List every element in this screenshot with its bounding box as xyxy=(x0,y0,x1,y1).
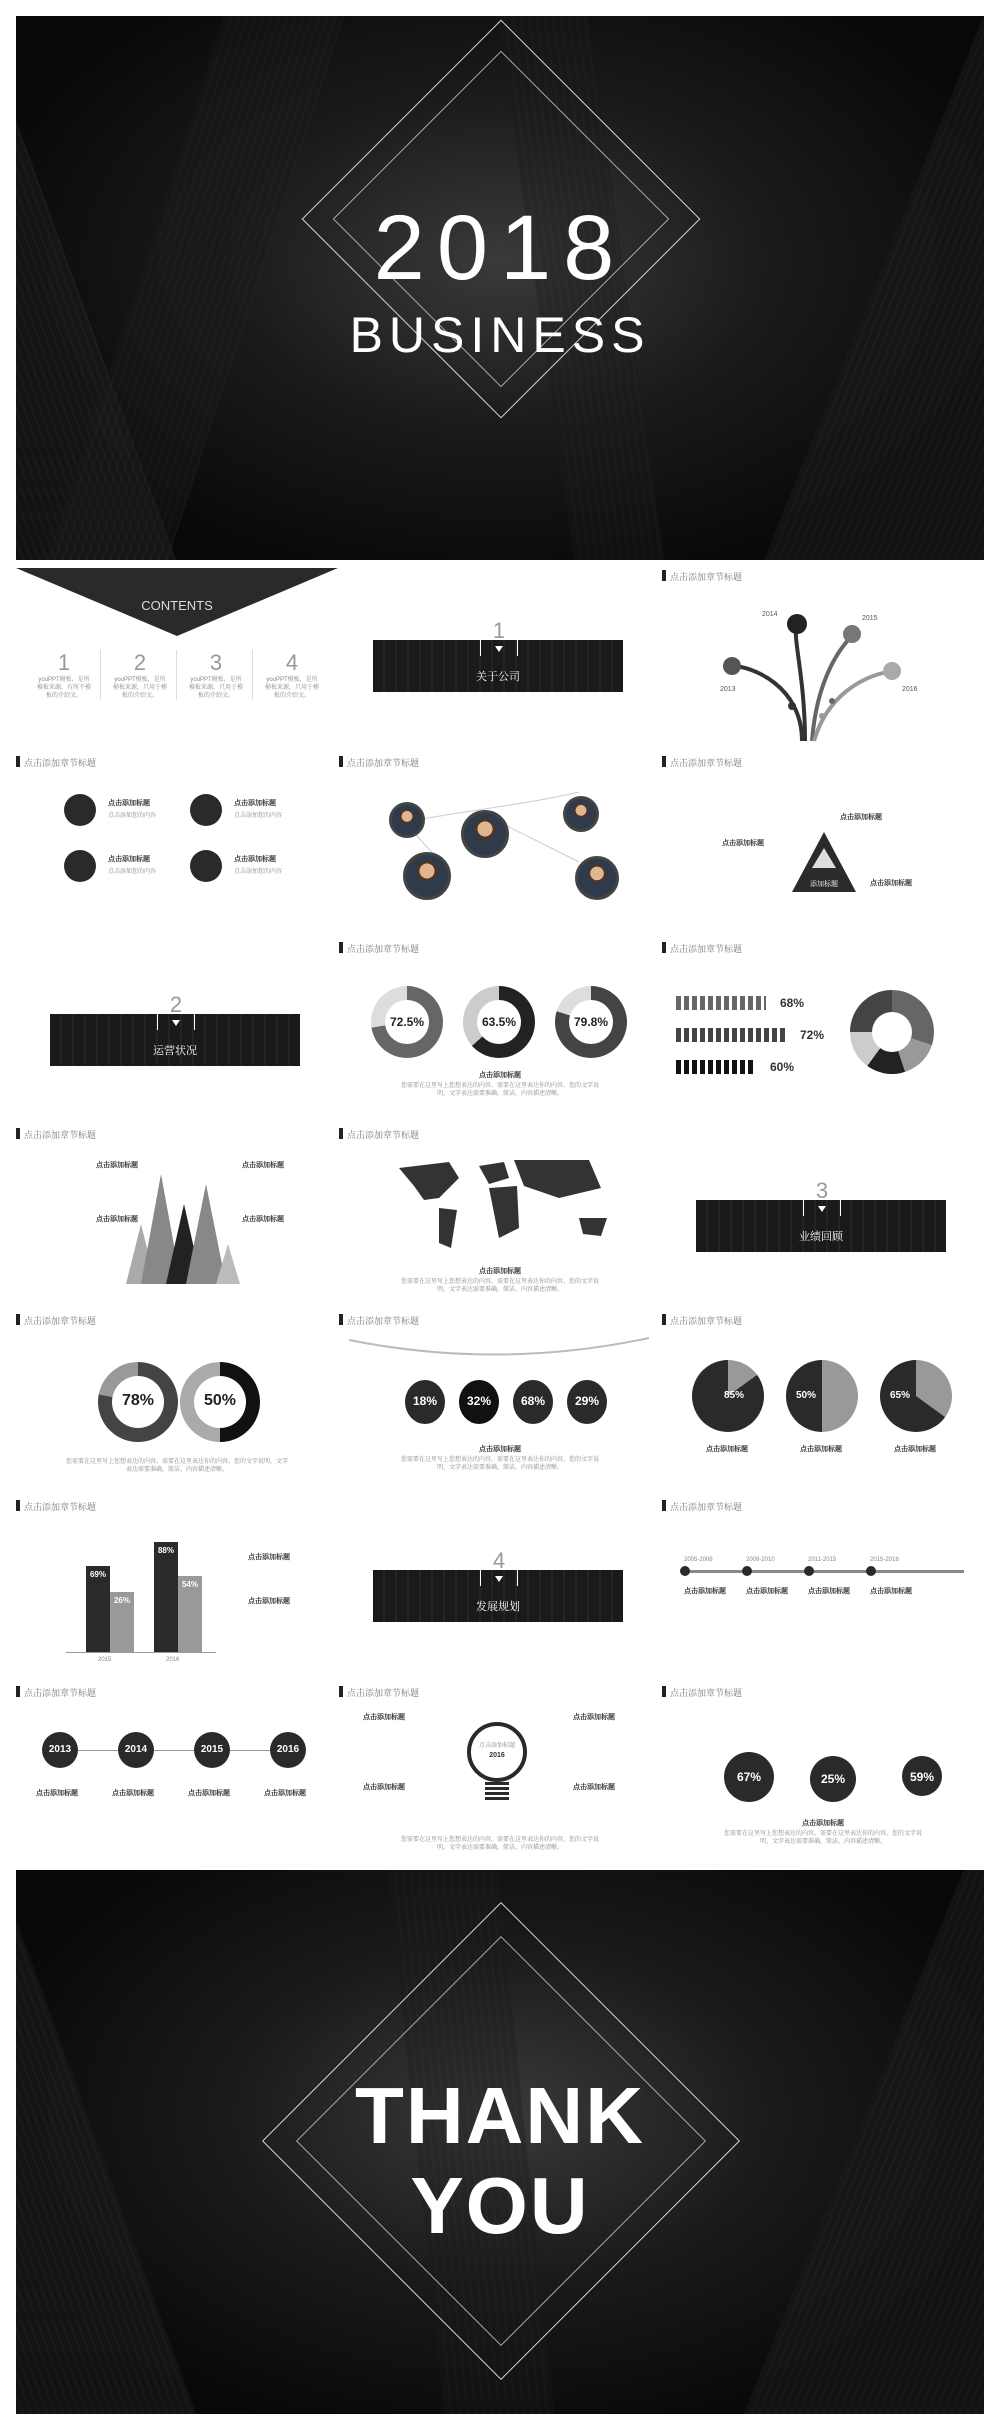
slide-section-1 xyxy=(339,566,661,746)
avatar xyxy=(563,796,599,832)
contents-item-3[interactable]: 3 youPPT模板，是所 模板来源，只用于模 板的介绍文。 xyxy=(180,650,253,700)
contents-item-2[interactable]: 2 youPPT模板，是所 模板来源，只用于模 板的介绍文。 xyxy=(104,650,177,700)
slide-rings: 点击添加章节标题 72.5% 63.5% 79.8% 点击添加标题 您需要在这里写上您想表达的内容，需要在这里表达你的内容，您的文字说明，文字表达需要准确，简洁，内容描述清晰。 xyxy=(339,938,661,1118)
people-row xyxy=(676,996,766,1010)
slide-triangle: 点击添加章节标题 添加标题 点击添加标题 点击添加标题 点击添加标题 xyxy=(662,752,984,932)
section-title: 点击添加章节标题 xyxy=(16,1500,96,1513)
section-title: 点击添加章节标题 xyxy=(662,1686,742,1699)
slide-section-2 xyxy=(16,938,338,1118)
triangle-diagram xyxy=(662,782,984,932)
section-label: 运营状况 xyxy=(153,1045,197,1057)
section-band: 1 关于公司 xyxy=(373,640,623,692)
slide-spikes: 点击添加章节标题 点击添加标题 点击添加标题 点击添加标题 点击添加标题 xyxy=(16,1124,338,1304)
people-row xyxy=(676,1060,756,1074)
avatar xyxy=(403,852,451,900)
section-label: 发展规划 xyxy=(476,1601,520,1613)
section-title: 点击添加章节标题 xyxy=(16,1128,96,1141)
section-title: 点击添加章节标题 xyxy=(662,570,742,583)
svg-text:2013: 2013 xyxy=(720,686,736,693)
slide-section-3 xyxy=(662,1124,984,1304)
slide-bars: 点击添加章节标题 69% 26% 88% 54% 2015 2016 点击添加标题 点击添加标题 xyxy=(16,1496,338,1676)
cutlery-icon xyxy=(190,794,222,826)
slide-icons: 点击添加章节标题 点击添加标题 点击添加您的内容 点击添加标题 点击添加您的内容 点击添加标题 点击添加您的内容 点击添加标题 点击添加您的内容 xyxy=(16,752,338,932)
avatar xyxy=(461,810,509,858)
slide-world-map: 点击添加章节标题 点击添加标题 您需要在这里写上您想表达的内容，需要在这里表达你的内容，您的文字说明，文字表达需要准确，简洁，内容描述清晰。 xyxy=(339,1124,661,1304)
bell-icon xyxy=(64,850,96,882)
contents-banner xyxy=(16,566,338,636)
contents-item-1[interactable]: 1 youPPT模板，是所 模板来源，有所不模 板的介绍文。 xyxy=(28,650,101,700)
section-title: 点击添加章节标题 xyxy=(662,1500,742,1513)
slide-years: 点击添加章节标题 2013 2014 2015 2016 点击添加标题 点击添加标题 点击添加标题 点击添加标题 xyxy=(16,1682,338,1862)
world-map xyxy=(339,1138,661,1268)
section-title: 点击添加章节标题 xyxy=(339,1314,419,1327)
thanks-line-2: YOU xyxy=(410,2161,590,2250)
contents-item-4[interactable]: 4 youPPT模板，是所 模板来源，只用于模 板的介绍文。 xyxy=(264,650,319,699)
bar xyxy=(154,1542,178,1652)
section-band: 4 发展规划 xyxy=(373,1570,623,1622)
slide-drops: 点击添加章节标题 67% 25% 59% 点击添加标题 您需要在这里写上您想表达的内容，需要在这里表达你的内容，您的文字说明，文字表达需要准确，简洁，内容描述清晰。 xyxy=(662,1682,984,1862)
slide-pies: 点击添加章节标题 85% 50% 65% 点击添加标题 点击添加标题 点击添加标题 xyxy=(662,1310,984,1490)
section-title: 点击添加章节标题 xyxy=(662,756,742,769)
tag-string xyxy=(339,1320,661,1380)
section-title: 点击添加章节标题 xyxy=(662,1314,742,1327)
cover-year: 2018 xyxy=(373,197,627,299)
svg-text:2014: 2014 xyxy=(762,611,778,618)
svg-text:添加标题: 添加标题 xyxy=(810,881,838,888)
section-title: 点击添加章节标题 xyxy=(16,1686,96,1699)
tree-diagram xyxy=(662,576,984,746)
section-title: 点击添加章节标题 xyxy=(16,1314,96,1327)
section-title: 点击添加章节标题 xyxy=(339,756,419,769)
thanks-line-1: THANK xyxy=(355,2071,645,2160)
cover-subtitle: BUSINESS xyxy=(349,307,651,363)
section-title: 点击添加章节标题 xyxy=(339,1686,419,1699)
slide-team xyxy=(339,752,661,932)
cover-slide xyxy=(16,16,984,560)
svg-text:2016: 2016 xyxy=(902,686,918,693)
section-band: 3 业绩回顾 xyxy=(696,1200,946,1252)
svg-text:CONTENTS: CONTENTS xyxy=(141,598,213,613)
slide-timeline: 点击添加章节标题 2005-2008 2009-2010 2011-2015 2015-2018 点击添加标题 点击添加标题 点击添加标题 点击添加标题 xyxy=(662,1496,984,1676)
section-title: 点击添加章节标题 xyxy=(16,756,96,769)
slide-people-pie: 点击添加章节标题 68% 72% 60% xyxy=(662,938,984,1118)
slide-contents xyxy=(16,566,338,746)
spike-chart xyxy=(16,1134,338,1294)
thanks-slide xyxy=(16,1870,984,2414)
section-label: 业绩回顾 xyxy=(799,1231,843,1243)
section-title: 点击添加章节标题 xyxy=(339,1128,419,1141)
avatar xyxy=(389,802,425,838)
section-title: 点击添加章节标题 xyxy=(339,942,419,955)
monitor-icon xyxy=(190,850,222,882)
slide-cycle: 点击添加章节标题 78% 50% 您需要在这里写上您想表达的内容，需要在这里表达你的内容，您的文字说明，文字表达需要准确，简洁，内容描述清晰。 xyxy=(16,1310,338,1490)
people-row xyxy=(676,1028,786,1042)
slide-bulb: 点击添加章节标题 点击添加标题 2016 点击添加标题 点击添加标题 点击添加标题 点击添加标题 您需要在这里写上您想表达的内容，需要在这里表达你的内容，您的文字说明，文字表达需要准确，简洁，内容描述清晰。 xyxy=(339,1682,661,1862)
section-title: 点击添加章节标题 xyxy=(662,942,742,955)
slide-tags: 点击添加章节标题 18% 32% 68% 29% 点击添加标题 您需要在这里写上您想表达的内容，需要在这里表达你的内容，您的文字说明，文字表达需要准确，简洁，内容描述清晰。 xyxy=(339,1310,661,1490)
svg-text:2015: 2015 xyxy=(862,615,878,622)
avatar xyxy=(575,856,619,900)
slide-section-4 xyxy=(339,1496,661,1676)
section-label: 关于公司 xyxy=(476,671,520,683)
section-band: 2 运营状况 xyxy=(50,1014,300,1066)
slide-tree xyxy=(662,566,984,746)
medical-icon xyxy=(64,794,96,826)
